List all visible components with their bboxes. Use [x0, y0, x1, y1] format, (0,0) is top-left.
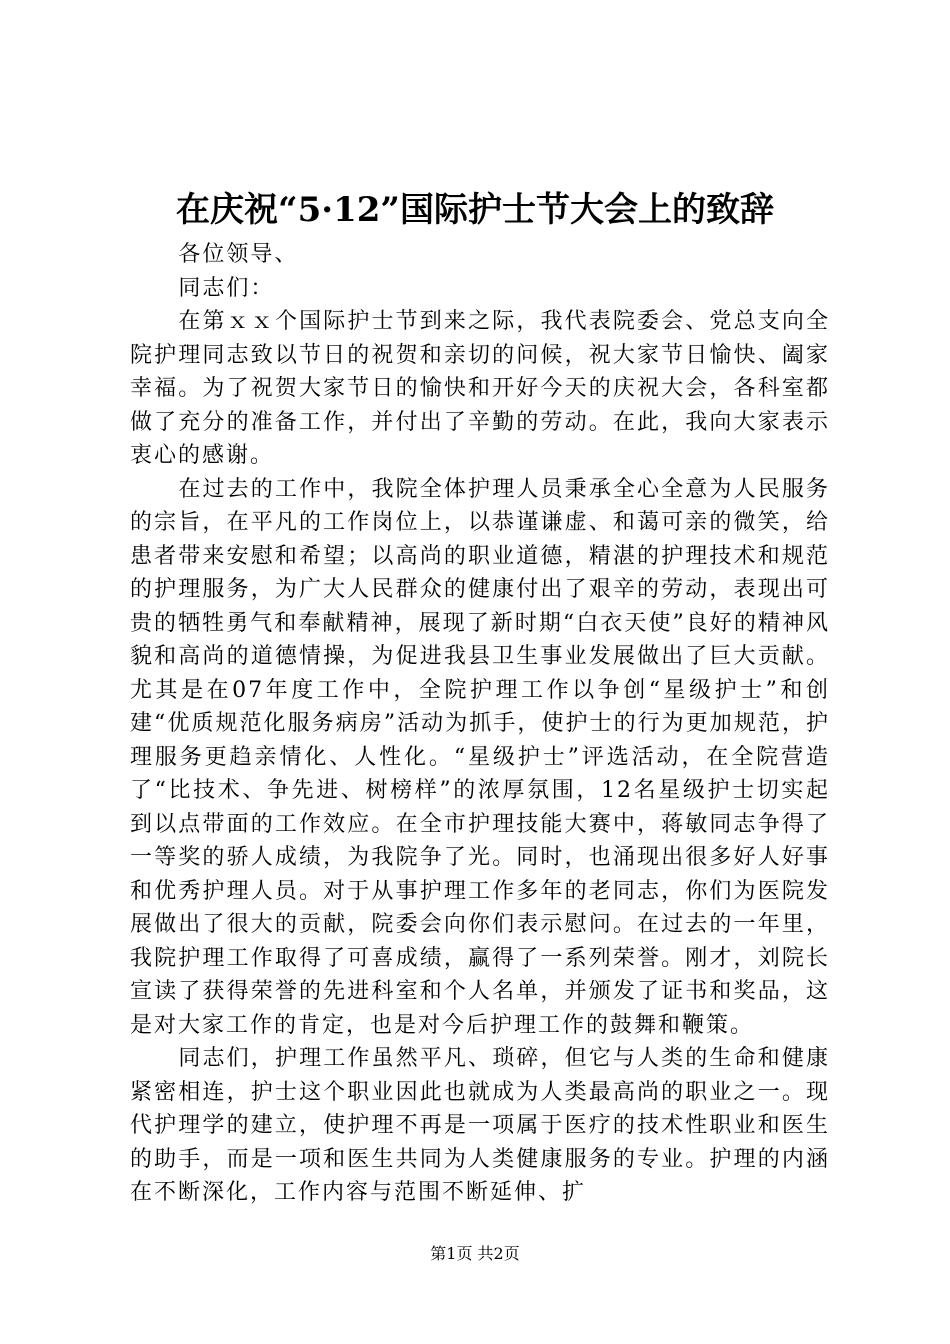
paragraph-3: 同志们，护理工作虽然平凡、琐碎，但它与人类的生命和健康紧密相连，护士这个职业因此也就成为人类最高尚的职业之一。现代护理学的建立，使护理不再是一项属于医疗的技术性职业和医生的助手，而是一项和医生共同为人类健康服务的专业。护理的内涵在不断深化，工作内容与范围不断延伸、扩 [130, 1046, 830, 1205]
document-body [130, 238, 830, 1210]
paragraph-2: 在过去的工作中，我院全体护理人员秉承全心全意为人民服务的宗旨，在平凡的工作岗位上，以恭谨谦虚、和蔼可亲的微笑，给患者带来安慰和希望；以高尚的职业道德，精湛的护理技术和规范的护理服务，为广大人民群众的健康付出了艰辛的劳动，表现出可贵的牺牲勇气和奉献精神，展现了新时期“白衣天使”良好的精神风貌和高尚的道德情操，为促进我县卫生事业发展做出了巨大贡献。尤其是在07年度工作中，全院护理工作以争创“星级护士”和创建“优质规范化服务病房”活动为抓手，使护士的行为更加规范，护理服务更趋亲情化、人性化。“星级护士”评选活动，在全院营造了“比技术、争先进、树榜样”的浓厚氛围，12名星级护士切实起到以点带面的工作效应。在全市护理技能大赛中，蒋敏同志争得了一等奖的骄人成绩，为我院争了光。同时，也涌现出很多好人好事和优秀护理人员。对于从事护理工作多年的老同志，你们为医院发展做出了很大的贡献，院委会向你们表示慰问。在过去的一年里，我院护理工作取得了可喜成绩，赢得了一系列荣誉。刚才，刘院长宣读了获得荣誉的先进科室和个人名单，并颁发了证书和奖品，这是对大家工作的肯定，也是对今后护理工作的鼓舞和鞭策。 [130, 476, 830, 1038]
salutation-comrades: 同志们： [178, 275, 275, 301]
page-footer: 第1页 共2页 [430, 1244, 520, 1263]
salutation-leaders: 各位领导、 [178, 242, 299, 267]
paragraph-1: 在第ｘｘ个国际护士节到来之际，我代表院委会、党总支向全院护理同志致以节日的祝贺和亲切的问候，祝大家节日愉快、阖家幸福。为了祝贺大家节日的愉快和开好今天的庆祝大会，各科室都做了充分的准备工作，并付出了辛勤的劳动。在此，我向大家表示衷心的感谢。 [130, 309, 830, 468]
document-title: 在庆祝“5·12”国际护士节大会上的致辞 [176, 190, 774, 230]
